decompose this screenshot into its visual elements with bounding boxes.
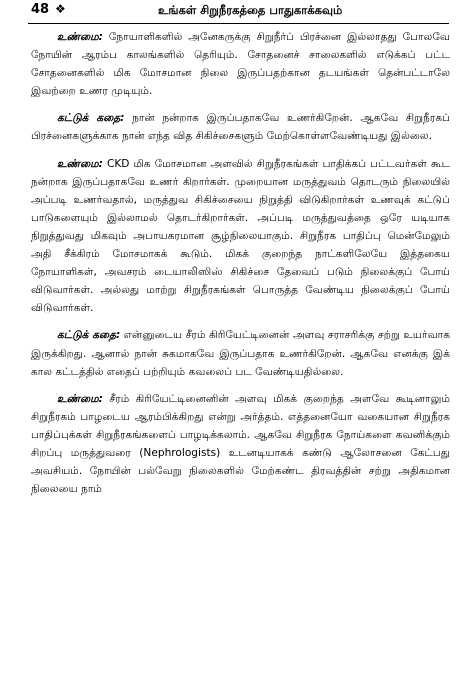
page-header (0, 0, 475, 22)
page-body (31, 28, 450, 507)
paragraph-text: நோயாளிகளில் அனேகருக்கு சிறுநீர்ப் பிரச்னை இல்லாதது போலவே நோயின் ஆரம்ப காலங்களில் தெரியும். சோதனைச் சாலைகளில் எடுக்கப் பட்ட சோதனைகளில் மிக மோசமான நிலை இருப்பதற்கான தடயங்கள் தென்பட்டாலே இவற்றை உணர முடியும். (31, 31, 450, 98)
paragraph-label: உண்மை: (57, 31, 103, 43)
paragraph (31, 390, 450, 499)
paragraph (31, 155, 450, 318)
paragraph (31, 28, 450, 100)
paragraph-text: CKD மிக மோசமான அளவில் சிறுநீரகங்கள் பாதிக்கப் பட்டவர்கள் கூட நன்றாக இருப்பதாகவே உணர் கிறார்கள். முறையான மருத்துவம் தொடரும் நிலையில் அப்படி உணர்வதால், மருத்துவ சிகிச்சையை நிறுத்தி விடுகிறார்கள் உணவுக் கட்டுப் பாடுகளையும் இல்லாமல் தொடர்கிறார்கள். அப்படி மருத்துவத்தை ஒரே யடியாக நிறுத்துவது மிகவும் அபாயகரமான சூழ்நிலையாகும். சிறுநீரக பாதிப்பு மென்மேலும் அதி சீக்கிரம் மோசமாகக் கூடும். மிகக் குறைந்த நாட்களிலேயே இத்தகைய நோயாளிகள், அவசரம் டையாலிஸிஸ் சிகிச்சை தேவைப் படும் நிலைக்குப் போய் விடுவார்கள். அல்லது மாற்று சிறுநீரகங்கள் பொருத்த வேண்டிய நிலைக்குப் போய் விடுவார்கள். (31, 157, 450, 315)
header-rule (28, 23, 449, 24)
paragraph-text: நான் நன்றாக இருப்பதாகவே உணர்கிறேன். ஆகவே சிறுநீரகப் பிரச்னைகளுக்காக நான் எந்த வித சிகிச்சைகளும் மேற்கொள்ளவேண்டியது இல்லை. (31, 112, 450, 143)
paragraph-label: உண்மை: (57, 392, 103, 405)
paragraph-label: கட்டுக் கதை: (57, 112, 125, 125)
paragraph-label: கட்டுக் கதை: (57, 329, 121, 342)
paragraph-label: உண்மை: (57, 157, 103, 170)
paragraph-text: சீரம் கிரியேட்டினைனின் அளவு மிகக் குறைந்த அளவே கூடினாலும் சிறுநீரகம் பாழடைய ஆரம்பிக்கிறது என்று அர்த்தம். எத்தனையோ வகையான சிறுநீரக பாதிப்புக்கள் சிறுநீரகங்களைப் பாழடிக்கலாம். ஆகவே சிறுநீரக நோய்களை கவனிக்கும் சிறப்பு மருத்துவரை (Nephrologists) உடனடியாகக் கண்டு ஆலோசனை கேட்பது அவசியம். நோயின் பல்வேறு நிலைகளில் மேற்கண்ட திரவத்தின் சற்று அதிகமான நிலையை நாம் (31, 392, 450, 496)
paragraph-text: என்னுடைய சீரம் கிரியேட்டினைன் அளவு சராசரிக்கு சற்று உயர்வாக இருக்கிறது. ஆனால் நான் சுகமாகவே இருப்பதாக உணர்கிறேன். ஆகவே எனக்கு இக் கால கட்டத்தில் எதைப் பற்றியும் கவலைப் பட வேண்டியதில்லை. (31, 329, 450, 378)
paragraph (31, 109, 450, 145)
running-title: உங்கள் சிறுநீரகத்தை பாதுகாக்கவும் (158, 3, 343, 17)
ornament-icon: ❖ (55, 2, 66, 16)
page-number: 48 (31, 2, 50, 17)
paragraph (31, 326, 450, 380)
